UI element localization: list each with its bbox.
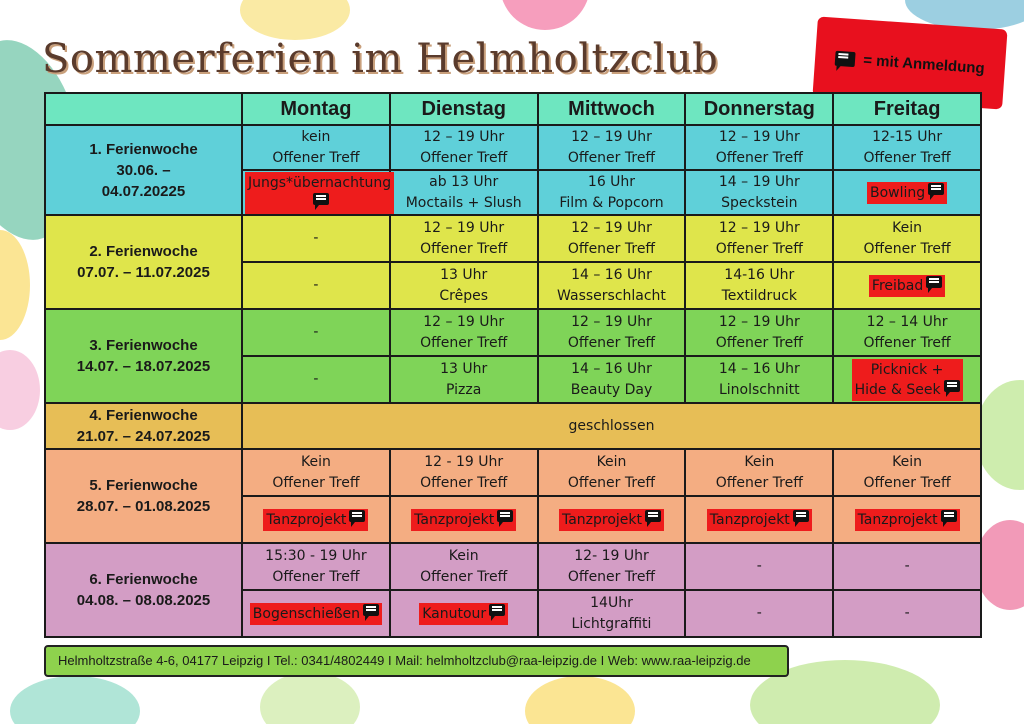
cell-line: 12 – 19 Uhr bbox=[423, 313, 505, 330]
cell-line: 14Uhr bbox=[590, 594, 633, 611]
schedule-cell bbox=[538, 170, 686, 215]
cell-line: Moctails + Slush bbox=[405, 194, 522, 211]
header-row bbox=[45, 93, 981, 125]
cell-line: Speckstein bbox=[721, 194, 798, 211]
cell-line: 14 – 16 Uhr bbox=[571, 360, 652, 377]
tag-label: Kanutour bbox=[422, 605, 487, 622]
schedule-cell bbox=[833, 170, 981, 215]
cell-line: Offener Treff bbox=[272, 568, 360, 585]
legend-text: = mit Anmeldung bbox=[862, 51, 986, 77]
chat-icon bbox=[349, 510, 365, 522]
cell-line: kein bbox=[301, 128, 331, 145]
schedule-cell bbox=[242, 125, 390, 170]
registration-tag bbox=[852, 359, 963, 401]
chat-icon bbox=[928, 183, 944, 195]
registration-tag bbox=[245, 172, 394, 214]
week-label bbox=[45, 125, 242, 215]
week-dates: 04.08. – 08.08.2025 bbox=[76, 592, 211, 609]
registration-tag bbox=[419, 603, 508, 625]
header-day: Montag bbox=[242, 93, 390, 125]
cell-line: Offener Treff bbox=[567, 568, 656, 585]
schedule-cell bbox=[538, 449, 686, 496]
schedule-cell bbox=[390, 496, 538, 543]
cell-line: Offener Treff bbox=[715, 334, 803, 351]
registration-tag bbox=[263, 509, 368, 531]
lemon-decoration bbox=[240, 0, 350, 40]
chat-icon bbox=[645, 510, 661, 522]
cell-line: Offener Treff bbox=[272, 474, 360, 491]
week-name: 3. Ferienwoche bbox=[89, 337, 198, 354]
schedule-cell bbox=[242, 356, 390, 403]
week-dates: 07.07. – 11.07.2025 bbox=[77, 264, 210, 281]
week-name: 1. Ferienwoche bbox=[89, 140, 198, 158]
schedule-cell bbox=[833, 125, 981, 170]
watermelon-decoration bbox=[975, 520, 1024, 610]
watermelon-decoration bbox=[500, 0, 590, 30]
schedule-cell bbox=[538, 356, 686, 403]
cell-line: ab 13 Uhr bbox=[429, 173, 499, 190]
schedule-cell bbox=[685, 170, 833, 215]
tag-label: Tanzprojekt bbox=[266, 511, 347, 528]
schedule-cell bbox=[833, 215, 981, 262]
schedule-cell bbox=[685, 449, 833, 496]
cell-line: - bbox=[756, 605, 762, 621]
schedule-table bbox=[44, 92, 982, 638]
cell-line: Offener Treff bbox=[863, 149, 951, 166]
cell-line: Kein bbox=[744, 453, 775, 470]
cell-line: 12 – 19 Uhr bbox=[571, 313, 652, 330]
tag-label: Hide & Seek bbox=[854, 381, 941, 398]
cell-line: Lichtgraffiti bbox=[571, 615, 652, 632]
cell-line: 12 – 14 Uhr bbox=[866, 313, 948, 330]
week-dates: 30.06. – bbox=[116, 161, 171, 179]
schedule-cell bbox=[538, 543, 686, 590]
cell-line: - bbox=[904, 605, 910, 621]
cell-line: - bbox=[756, 558, 762, 574]
schedule-cell bbox=[242, 543, 390, 590]
cell-line: 12 – 19 Uhr bbox=[571, 128, 652, 145]
page-title: Sommerferien im Helmholtzclub bbox=[42, 36, 719, 82]
lime-decoration bbox=[975, 380, 1024, 490]
cell-line: Wasserschlacht bbox=[557, 287, 666, 304]
cell-line: Crêpes bbox=[439, 287, 489, 304]
tag-label: Tanzprojekt bbox=[561, 511, 643, 528]
week-label bbox=[45, 403, 242, 449]
cell-line: Offener Treff bbox=[567, 240, 656, 257]
cell-line: Linolschnitt bbox=[718, 381, 800, 398]
schedule-cell bbox=[390, 215, 538, 262]
cell-line: - bbox=[904, 558, 910, 574]
header-corner bbox=[45, 93, 242, 125]
cell-line: Kein bbox=[448, 547, 479, 564]
flower-decoration bbox=[0, 350, 40, 430]
cell-line: - bbox=[313, 324, 319, 340]
cell-line: Kein bbox=[892, 453, 923, 470]
cell-line: Offener Treff bbox=[715, 240, 803, 257]
schedule-cell bbox=[390, 309, 538, 356]
schedule-cell bbox=[242, 590, 390, 637]
cell-line: Beauty Day bbox=[570, 381, 653, 398]
chat-icon bbox=[944, 380, 960, 392]
table-row bbox=[45, 543, 981, 590]
schedule-cell bbox=[390, 449, 538, 496]
week-label bbox=[45, 543, 242, 637]
tag-label: Freibad bbox=[871, 277, 924, 294]
schedule-cell bbox=[833, 449, 981, 496]
cell-line: 14 – 16 Uhr bbox=[571, 266, 652, 283]
registration-tag bbox=[855, 509, 960, 531]
cell-line: 13 Uhr bbox=[440, 266, 488, 283]
schedule-cell bbox=[242, 309, 390, 356]
header-day: Dienstag bbox=[390, 93, 538, 125]
chat-icon bbox=[793, 510, 809, 522]
tag-label: Jungs*übernachtung bbox=[248, 174, 392, 191]
schedule-cell bbox=[685, 215, 833, 262]
header-day: Donnerstag bbox=[685, 93, 833, 125]
cell-line: 12 – 19 Uhr bbox=[423, 128, 505, 145]
schedule-cell bbox=[685, 356, 833, 403]
schedule-cell bbox=[685, 496, 833, 543]
closed-cell: geschlossen bbox=[242, 403, 981, 449]
cell-line: Textildruck bbox=[721, 287, 797, 304]
schedule-cell bbox=[242, 215, 390, 262]
table-row bbox=[45, 125, 981, 170]
cell-line: Offener Treff bbox=[567, 474, 656, 491]
cell-line: Offener Treff bbox=[715, 474, 803, 491]
week-label bbox=[45, 215, 242, 309]
cell-line: Offener Treff bbox=[715, 149, 803, 166]
tag-label: Bowling bbox=[870, 184, 926, 201]
tag-label: Tanzprojekt bbox=[709, 511, 790, 528]
cell-line: 12 – 19 Uhr bbox=[718, 128, 800, 145]
schedule-cell bbox=[538, 590, 686, 637]
cell-line: 12 – 19 Uhr bbox=[423, 219, 505, 236]
registration-tag bbox=[411, 509, 516, 531]
cell-line: 12 – 19 Uhr bbox=[718, 219, 800, 236]
schedule-cell bbox=[833, 356, 981, 403]
cell-line: Pizza bbox=[446, 381, 482, 398]
week-name: 6. Ferienwoche bbox=[89, 571, 198, 588]
cell-line: Offener Treff bbox=[863, 240, 951, 257]
schedule-cell bbox=[538, 496, 686, 543]
week-name: 4. Ferienwoche bbox=[89, 407, 198, 424]
cell-line: 12-15 Uhr bbox=[872, 128, 943, 145]
lemon-decoration bbox=[525, 676, 635, 724]
cell-line: Offener Treff bbox=[567, 334, 656, 351]
chat-icon bbox=[489, 604, 505, 616]
cell-line: Offener Treff bbox=[567, 149, 656, 166]
cell-line: 12 – 19 Uhr bbox=[718, 313, 800, 330]
schedule-cell bbox=[390, 543, 538, 590]
schedule-cell bbox=[242, 262, 390, 309]
schedule-cell bbox=[833, 590, 981, 637]
week-dates: 28.07. – 01.08.2025 bbox=[76, 498, 211, 515]
schedule-cell bbox=[390, 125, 538, 170]
cell-line: Kein bbox=[300, 453, 331, 470]
table-row bbox=[45, 215, 981, 262]
schedule-cell bbox=[390, 170, 538, 215]
cell-line: Film & Popcorn bbox=[559, 194, 664, 211]
chat-icon bbox=[313, 193, 329, 205]
table-row bbox=[45, 449, 981, 496]
cell-line: Offener Treff bbox=[420, 334, 508, 351]
schedule-cell bbox=[833, 543, 981, 590]
chat-icon bbox=[497, 510, 513, 522]
schedule-cell bbox=[685, 125, 833, 170]
cell-line: Offener Treff bbox=[272, 149, 360, 166]
cell-line: Kein bbox=[892, 219, 923, 236]
chat-icon bbox=[926, 276, 942, 288]
schedule-cell bbox=[685, 262, 833, 309]
schedule-cell bbox=[538, 309, 686, 356]
week-label bbox=[45, 449, 242, 543]
schedule-cell bbox=[833, 496, 981, 543]
schedule-cell bbox=[242, 449, 390, 496]
schedule-cell bbox=[242, 170, 390, 215]
cell-line: 14 – 19 Uhr bbox=[718, 173, 800, 190]
tag-label: Picknick + bbox=[870, 361, 944, 378]
cell-line: 15:30 - 19 Uhr bbox=[265, 547, 367, 564]
cell-line: 12 – 19 Uhr bbox=[571, 219, 652, 236]
week-dates: 14.07. – 18.07.2025 bbox=[76, 358, 211, 375]
week-dates: 21.07. – 24.07.2025 bbox=[76, 428, 211, 445]
table-row bbox=[45, 403, 981, 449]
cell-line: 13 Uhr bbox=[440, 360, 488, 377]
chat-icon bbox=[941, 510, 957, 522]
cell-line: 14 – 16 Uhr bbox=[718, 360, 800, 377]
cell-line: 14-16 Uhr bbox=[724, 266, 795, 283]
schedule-cell bbox=[833, 309, 981, 356]
tag-label: Tanzprojekt bbox=[414, 511, 495, 528]
cell-line: Kein bbox=[596, 453, 627, 470]
registration-tag bbox=[869, 275, 945, 297]
schedule-cell bbox=[538, 125, 686, 170]
tag-label: Bogenschießen bbox=[252, 605, 360, 622]
lime-decoration bbox=[260, 672, 360, 724]
schedule-cell bbox=[390, 590, 538, 637]
cell-line: Offener Treff bbox=[863, 474, 951, 491]
schedule-cell bbox=[685, 590, 833, 637]
cell-line: - bbox=[313, 230, 319, 246]
week-name: 5. Ferienwoche bbox=[89, 477, 198, 494]
cell-line: 12 - 19 Uhr bbox=[424, 453, 504, 470]
tag-label: Tanzprojekt bbox=[857, 511, 938, 528]
schedule-cell bbox=[538, 262, 686, 309]
cell-line: 12- 19 Uhr bbox=[574, 547, 649, 564]
schedule-cell bbox=[538, 215, 686, 262]
week-name: 2. Ferienwoche bbox=[89, 243, 198, 260]
registration-tag bbox=[867, 182, 947, 204]
header-day: Freitag bbox=[833, 93, 981, 125]
schedule-cell bbox=[242, 496, 390, 543]
registration-tag bbox=[250, 603, 382, 625]
schedule-cell bbox=[685, 543, 833, 590]
registration-tag bbox=[707, 509, 812, 531]
cell-line: - bbox=[313, 277, 319, 293]
chat-icon bbox=[835, 50, 856, 66]
cell-line: Offener Treff bbox=[420, 149, 508, 166]
header-day: Mittwoch bbox=[538, 93, 686, 125]
cell-line: 16 Uhr bbox=[587, 173, 636, 190]
lemon-decoration bbox=[0, 230, 30, 340]
schedule-cell bbox=[685, 309, 833, 356]
cell-line: Offener Treff bbox=[863, 334, 951, 351]
registration-tag bbox=[559, 509, 664, 531]
cell-line: - bbox=[313, 371, 319, 387]
contact-footer: Helmholtzstraße 4-6, 04177 Leipzig I Tel.: 0341/4802449 I Mail: helmholtzclub@raa-leipzig.de I Web: www.raa-leipzig.de bbox=[44, 645, 789, 677]
leaf-decoration bbox=[10, 676, 140, 724]
week-label bbox=[45, 309, 242, 403]
cell-line: Offener Treff bbox=[420, 240, 508, 257]
cell-line: Offener Treff bbox=[420, 474, 508, 491]
chat-icon bbox=[363, 604, 379, 616]
schedule-cell bbox=[833, 262, 981, 309]
week-dates: 04.07.20225 bbox=[101, 182, 186, 200]
schedule-cell bbox=[390, 262, 538, 309]
cell-line: Offener Treff bbox=[420, 568, 508, 585]
schedule-cell bbox=[390, 356, 538, 403]
table-row bbox=[45, 309, 981, 356]
